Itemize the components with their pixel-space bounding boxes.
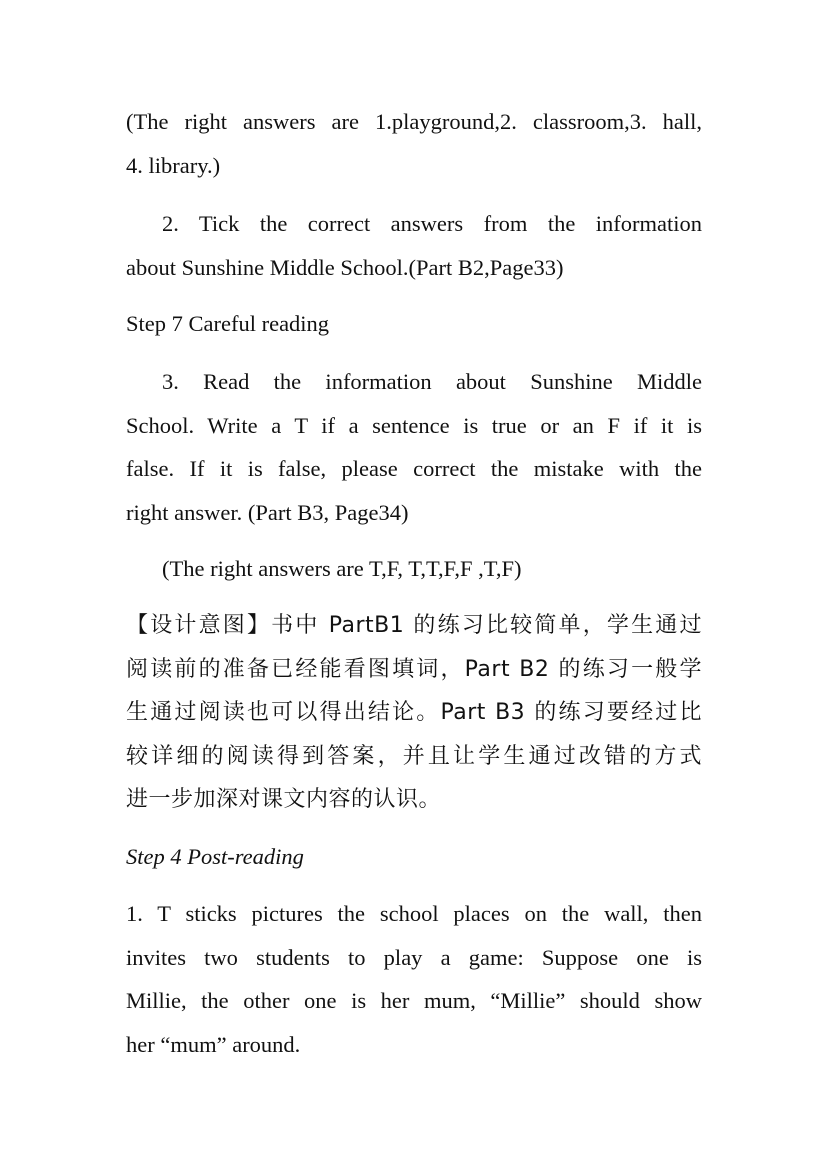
post-reading-paragraph <box>126 892 702 1066</box>
text-line: (The right answers are T,F, T,T,F,F ,T,F) <box>162 556 522 581</box>
answers-paragraph-2 <box>126 547 702 591</box>
step-7-heading <box>126 302 702 346</box>
text-line: 【设计意图】书中 PartB1 的练习比较简单，学生通过 <box>126 613 702 638</box>
text-line: about Sunshine Middle School.(Part B2,Page33) <box>126 254 564 280</box>
text-line: invites two students to play a game: Suppose one is <box>126 944 702 970</box>
text-line: 进一步加深对课文内容的认识。 <box>126 787 442 812</box>
answers-paragraph-1 <box>126 100 702 187</box>
text-line: 1. T sticks pictures the school places on the wall, then <box>126 901 702 926</box>
text-line: School. Write a T if a sentence is true or an F if it is <box>126 412 702 438</box>
text-line: Step 4 Post-reading <box>126 844 304 869</box>
text-line: Millie, the other one is her mum, “Millie” should show <box>126 988 702 1013</box>
task-2-paragraph <box>126 202 702 289</box>
text-line: her “mum” around. <box>126 1031 301 1057</box>
text-line: right answer. (Part B3, Page34) <box>126 499 409 525</box>
text-line: 较详细的阅读得到答案，并且让学生通过改错的方式 <box>126 743 702 769</box>
text-line: 3. Read the information about Sunshine Middle <box>162 369 702 394</box>
task-3-paragraph <box>126 360 702 534</box>
text-line: Step 7 Careful reading <box>126 311 330 336</box>
text-line: false. If it is false, please correct the mistake with the <box>126 456 702 481</box>
step-4-heading <box>126 835 702 879</box>
design-intent-paragraph <box>126 604 702 822</box>
text-line: 生通过阅读也可以得出结论。Part B3 的练习要经过比 <box>126 700 702 725</box>
text-line: 4. library.) <box>126 152 221 178</box>
text-line: 2. Tick the correct answers from the information <box>162 211 702 236</box>
text-line: 阅读前的准备已经能看图填词，Part B2 的练习一般学 <box>126 656 702 682</box>
text-line: (The right answers are 1.playground,2. classroom,3. hall, <box>126 109 702 134</box>
